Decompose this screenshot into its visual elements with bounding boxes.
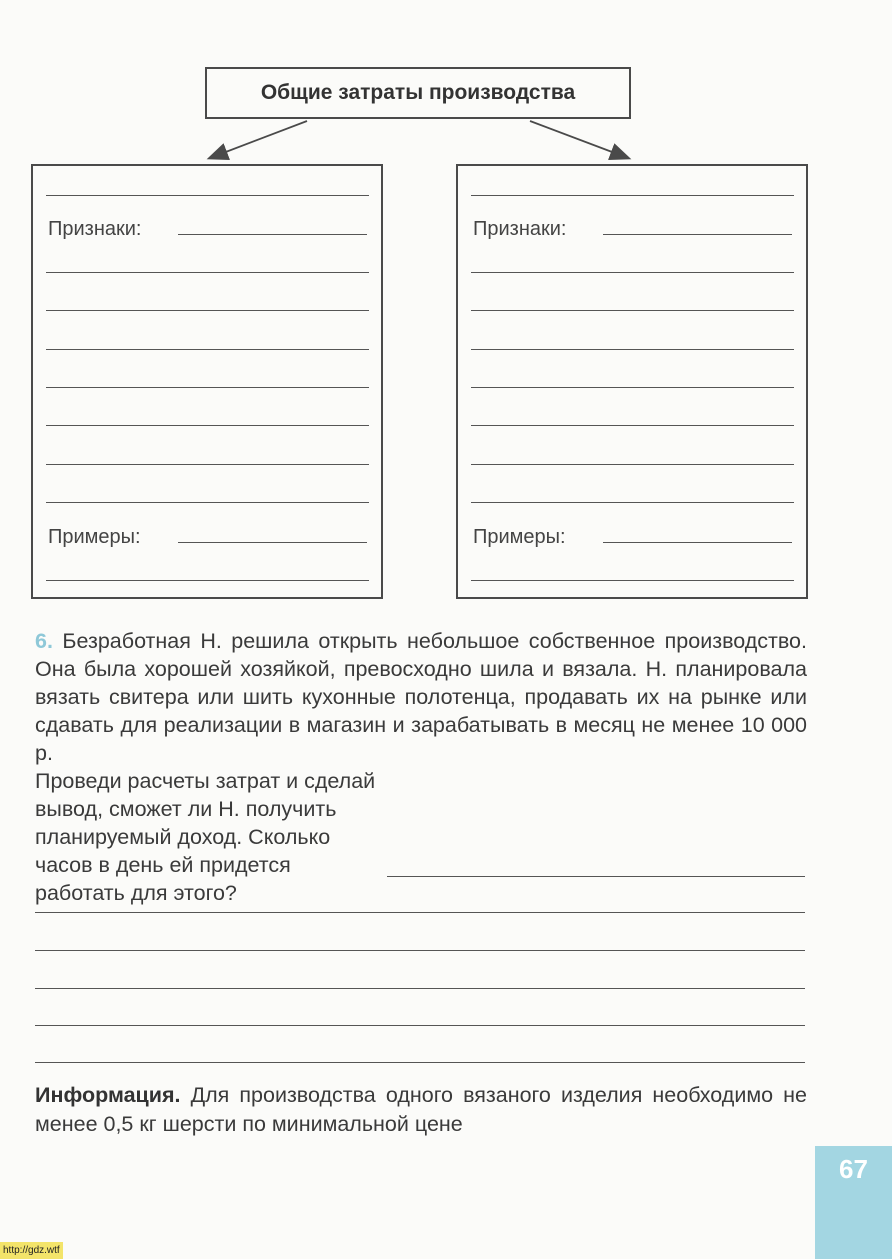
answer-line[interactable] — [46, 425, 369, 426]
arrow-right — [530, 121, 628, 158]
answer-line[interactable] — [471, 425, 794, 426]
examples-input-line[interactable] — [178, 542, 367, 543]
answer-line[interactable] — [46, 502, 369, 503]
diagram-title: Общие затраты производства — [260, 81, 576, 104]
answer-line[interactable] — [46, 195, 369, 196]
right-costs-box — [456, 164, 808, 599]
answer-line[interactable] — [471, 195, 794, 196]
info-block — [35, 1081, 807, 1139]
task-6 — [35, 627, 807, 907]
task-paragraph-1 — [35, 627, 807, 767]
answer-line[interactable] — [471, 387, 794, 388]
signs-input-line[interactable] — [178, 234, 367, 235]
watermark-link[interactable]: http://gdz.wtf — [0, 1242, 63, 1259]
answer-line[interactable] — [46, 272, 369, 273]
answer-line[interactable] — [471, 502, 794, 503]
signs-input-line[interactable] — [603, 234, 792, 235]
answer-line[interactable] — [46, 580, 369, 581]
info-label: Информация. — [35, 1083, 181, 1107]
answer-line[interactable] — [471, 310, 794, 311]
task-answer-line[interactable] — [35, 950, 805, 951]
signs-label: Признаки: — [48, 218, 142, 240]
signs-label: Признаки: — [473, 218, 567, 240]
examples-input-line[interactable] — [603, 542, 792, 543]
task-answer-line[interactable] — [35, 912, 805, 913]
answer-line[interactable] — [46, 464, 369, 465]
left-costs-box — [31, 164, 383, 599]
info-text: Для производства одного вязаного изделия необходимо не менее 0,5 кг шерсти по минимальной цене — [35, 1083, 807, 1136]
task-number: 6. — [35, 629, 53, 653]
task-answer-line[interactable] — [387, 876, 805, 877]
answer-line[interactable] — [46, 387, 369, 388]
task-answer-line[interactable] — [35, 988, 805, 989]
answer-line[interactable] — [46, 349, 369, 350]
examples-label: Примеры: — [48, 526, 141, 548]
answer-line[interactable] — [471, 580, 794, 581]
task-answer-line[interactable] — [35, 1062, 805, 1063]
answer-line[interactable] — [46, 310, 369, 311]
arrow-left — [210, 121, 307, 158]
task-paragraph-2 — [35, 767, 385, 907]
answer-line[interactable] — [471, 464, 794, 465]
task-text-2: Проведи расчеты затрат и сделай вывод, сможет ли Н. получить планируемый доход. Сколько часов в день ей придется работать для этого? — [35, 769, 376, 905]
page-number-tab — [815, 1146, 892, 1259]
task-answer-line[interactable] — [35, 1025, 805, 1026]
page-number: 67 — [839, 1154, 868, 1184]
answer-line[interactable] — [471, 272, 794, 273]
answer-line[interactable] — [471, 349, 794, 350]
task-text-1: Безработная Н. решила открыть небольшое собственное производство. Она была хорошей хозяйкой, превосходно шила и вязала. Н. планировала вязать свитера или шить кухонные полотенца, продавать их на рынке или сдавать для реализации в магазин и зарабатывать в месяц не менее 10 000 р. — [35, 629, 807, 765]
examples-label: Примеры: — [473, 526, 566, 548]
